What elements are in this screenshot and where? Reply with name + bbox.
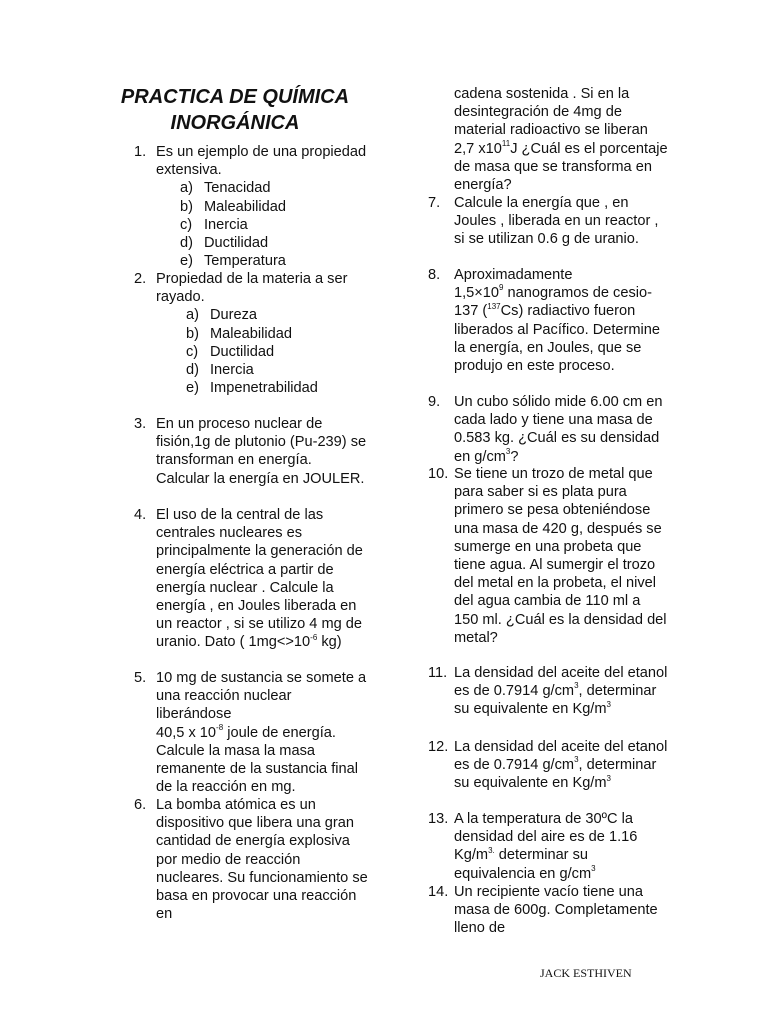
question-text-part: Un cubo sólido mide 6.00 cm en cada lado y tiene una masa de 0.583 kg. ¿Cuál es su densidad en g/cm <box>454 394 663 465</box>
question-4 <box>118 506 368 652</box>
question-text: Propiedad de la materia a ser rayado. <box>156 271 348 306</box>
author-footer: JACK ESTHIVEN <box>540 966 632 980</box>
option <box>118 325 368 343</box>
option-letter: d) <box>186 361 199 378</box>
exponent: -8 <box>216 722 224 732</box>
question-number: 3. <box>134 416 147 432</box>
option-text: Tenacidad <box>204 180 271 197</box>
exponent: -6 <box>310 632 318 642</box>
question-text <box>454 664 668 719</box>
question-1 <box>118 143 368 270</box>
exponent: 9 <box>499 283 504 293</box>
question-text: En un proceso nuclear de fisión,1g de plutonio (Pu-239) se transforman en energía. Calcular la energía en JOULER. <box>156 416 367 487</box>
question-text <box>454 738 668 793</box>
question-11 <box>428 664 668 719</box>
options-list <box>118 306 368 397</box>
option-letter: d) <box>180 234 193 251</box>
options-list <box>118 179 368 270</box>
option-letter: e) <box>180 253 193 270</box>
question-text-main: El uso de la central de las centrales nucleares es principalmente la generación de energía eléctrica a partir de energía nuclear . Calcule la energía , en Joules liberada en un reactor , si se utilizo 4 mg de uranio. Dato <box>156 507 363 651</box>
title-line-1: PRACTICA DE QUÍMICA <box>120 86 350 108</box>
option-letter: e) <box>186 380 199 397</box>
question-text-part: A la temperatura de 30ºC la densidad del aire es de 1.16 Kg/m <box>454 811 638 864</box>
question-text-part: cadena sostenida . Si en la desintegración de 4mg de material radioactivo se liberan 2,7 x10 <box>454 86 648 157</box>
option-text: Inercia <box>204 216 248 233</box>
exponent: 3 <box>606 699 611 709</box>
question-text-part: , determinar su equivalente en Kg/m <box>454 757 657 792</box>
question-text-part: Aproximadamente <box>454 267 573 283</box>
question-number: 4. <box>134 507 147 523</box>
question-text <box>454 393 668 466</box>
option-letter: c) <box>186 343 199 360</box>
question-7 <box>428 194 668 249</box>
isotope-mass-number: 137 <box>487 301 501 311</box>
option-text: Temperatura <box>204 253 286 270</box>
option-text: Ductilidad <box>204 234 269 251</box>
question-text-part: 10 mg de sustancia se somete a una reacción nuclear liberándose <box>156 670 367 723</box>
question-text-part: 1,5×10 <box>454 285 500 302</box>
option-text: Maleabilidad <box>210 325 292 342</box>
option <box>118 306 368 324</box>
question-text-part: ? <box>510 448 519 465</box>
question-number: 13. <box>428 811 449 827</box>
question-8 <box>428 266 668 375</box>
dato-text: ( 1mg<>10 <box>239 634 311 651</box>
option-text: Ductilidad <box>210 343 275 360</box>
question-9 <box>428 393 668 466</box>
question-text-part: determinar su equivalencia en g/cm <box>454 847 592 882</box>
document-title <box>100 84 370 136</box>
exponent: 3 <box>606 773 611 783</box>
exponent: 3 <box>574 755 579 765</box>
option-letter: b) <box>186 325 199 342</box>
question-text: Un recipiente vacío tiene una masa de 600g. Completamente lleno de <box>454 884 658 937</box>
option-letter: b) <box>180 198 193 215</box>
exponent: 11 <box>501 138 511 148</box>
question-text-part: Cs) radiactivo fueron liberados al Pacífico. Determine la energía, en Joules, que se produjo en este proceso. <box>454 303 661 375</box>
exponent: 3 <box>505 446 511 456</box>
option <box>118 198 368 216</box>
question-number: 7. <box>428 195 441 211</box>
question-text: Se tiene un trozo de metal que para saber si es plata pura primero se pesa obteniéndose una masa de 420 g, después se sumerge en una probeta que tiene agua. Al sumergir el trozo del metal en la probeta, el nivel del agua cambia de 110 ml a 150 ml. ¿Cuál es la densidad del metal? <box>454 466 667 646</box>
question-text-part: La densidad del aceite del etanol es de 0.7914 g/cm <box>454 739 668 774</box>
title-line-2: INORGÁNICA <box>170 112 300 134</box>
question-6 <box>118 796 368 923</box>
question-number: 1. <box>134 144 147 160</box>
question-13 <box>428 810 668 883</box>
question-6-continued <box>428 85 668 194</box>
option <box>118 179 368 197</box>
exponent: 3. <box>488 845 495 855</box>
exponent: 3 <box>591 863 596 873</box>
option <box>118 234 368 252</box>
option-text: Inercia <box>210 361 254 378</box>
dato-text-end: kg) <box>317 634 342 651</box>
question-number: 8. <box>428 267 441 283</box>
option-text: Impenetrabilidad <box>210 380 318 397</box>
question-number: 10. <box>428 466 449 482</box>
question-5 <box>118 669 368 796</box>
option-text: Dureza <box>210 307 258 324</box>
question-number: 14. <box>428 884 449 900</box>
question-text: Calcule la energía que , en Joules , liberada en un reactor , si se utilizan 0.6 g de uranio. <box>454 195 659 248</box>
option-letter: c) <box>180 216 193 233</box>
question-number: 5. <box>134 670 147 686</box>
question-text <box>454 266 668 375</box>
option <box>118 361 368 379</box>
question-2 <box>118 270 368 397</box>
option <box>118 343 368 361</box>
question-text-part: , determinar su equivalente en Kg/m <box>454 683 657 718</box>
option <box>118 252 368 270</box>
question-text <box>156 669 368 796</box>
option-letter: a) <box>180 180 193 197</box>
option-text: Maleabilidad <box>204 198 286 215</box>
question-text-part: 40,5 x 10 <box>156 724 217 741</box>
question-number: 12. <box>428 739 449 755</box>
question-text <box>156 506 368 652</box>
question-text <box>454 85 668 194</box>
option <box>118 379 368 397</box>
question-10 <box>428 465 668 647</box>
question-text <box>454 810 668 883</box>
question-number: 2. <box>134 271 147 287</box>
question-text-part: nanogramos de cesio-137 ( <box>454 285 652 320</box>
option-letter: a) <box>186 307 199 324</box>
question-number: 9. <box>428 394 441 410</box>
question-text-part: joule de energía. Calcule la masa la masa remanente de la sustancia final de la reacción en mg. <box>156 724 359 796</box>
question-text: La bomba atómica es un dispositivo que libera una gran cantidad de energía explosiva por medio de reacción nucleares. Su funcionamiento se basa en provocar una reacción en <box>156 797 368 923</box>
question-text: Es un ejemplo de una propiedad extensiva. <box>156 144 367 179</box>
question-text-part: La densidad del aceite del etanol es de 0.7914 g/cm <box>454 665 668 700</box>
question-text-part: J ¿Cuál es el porcentaje de masa que se transforma en energía? <box>454 140 668 194</box>
question-number: 6. <box>134 797 147 813</box>
question-14 <box>428 883 668 938</box>
exponent: 3 <box>574 681 579 691</box>
option <box>118 216 368 234</box>
question-number: 11. <box>428 665 448 681</box>
question-3 <box>118 415 368 488</box>
question-12 <box>428 738 668 793</box>
